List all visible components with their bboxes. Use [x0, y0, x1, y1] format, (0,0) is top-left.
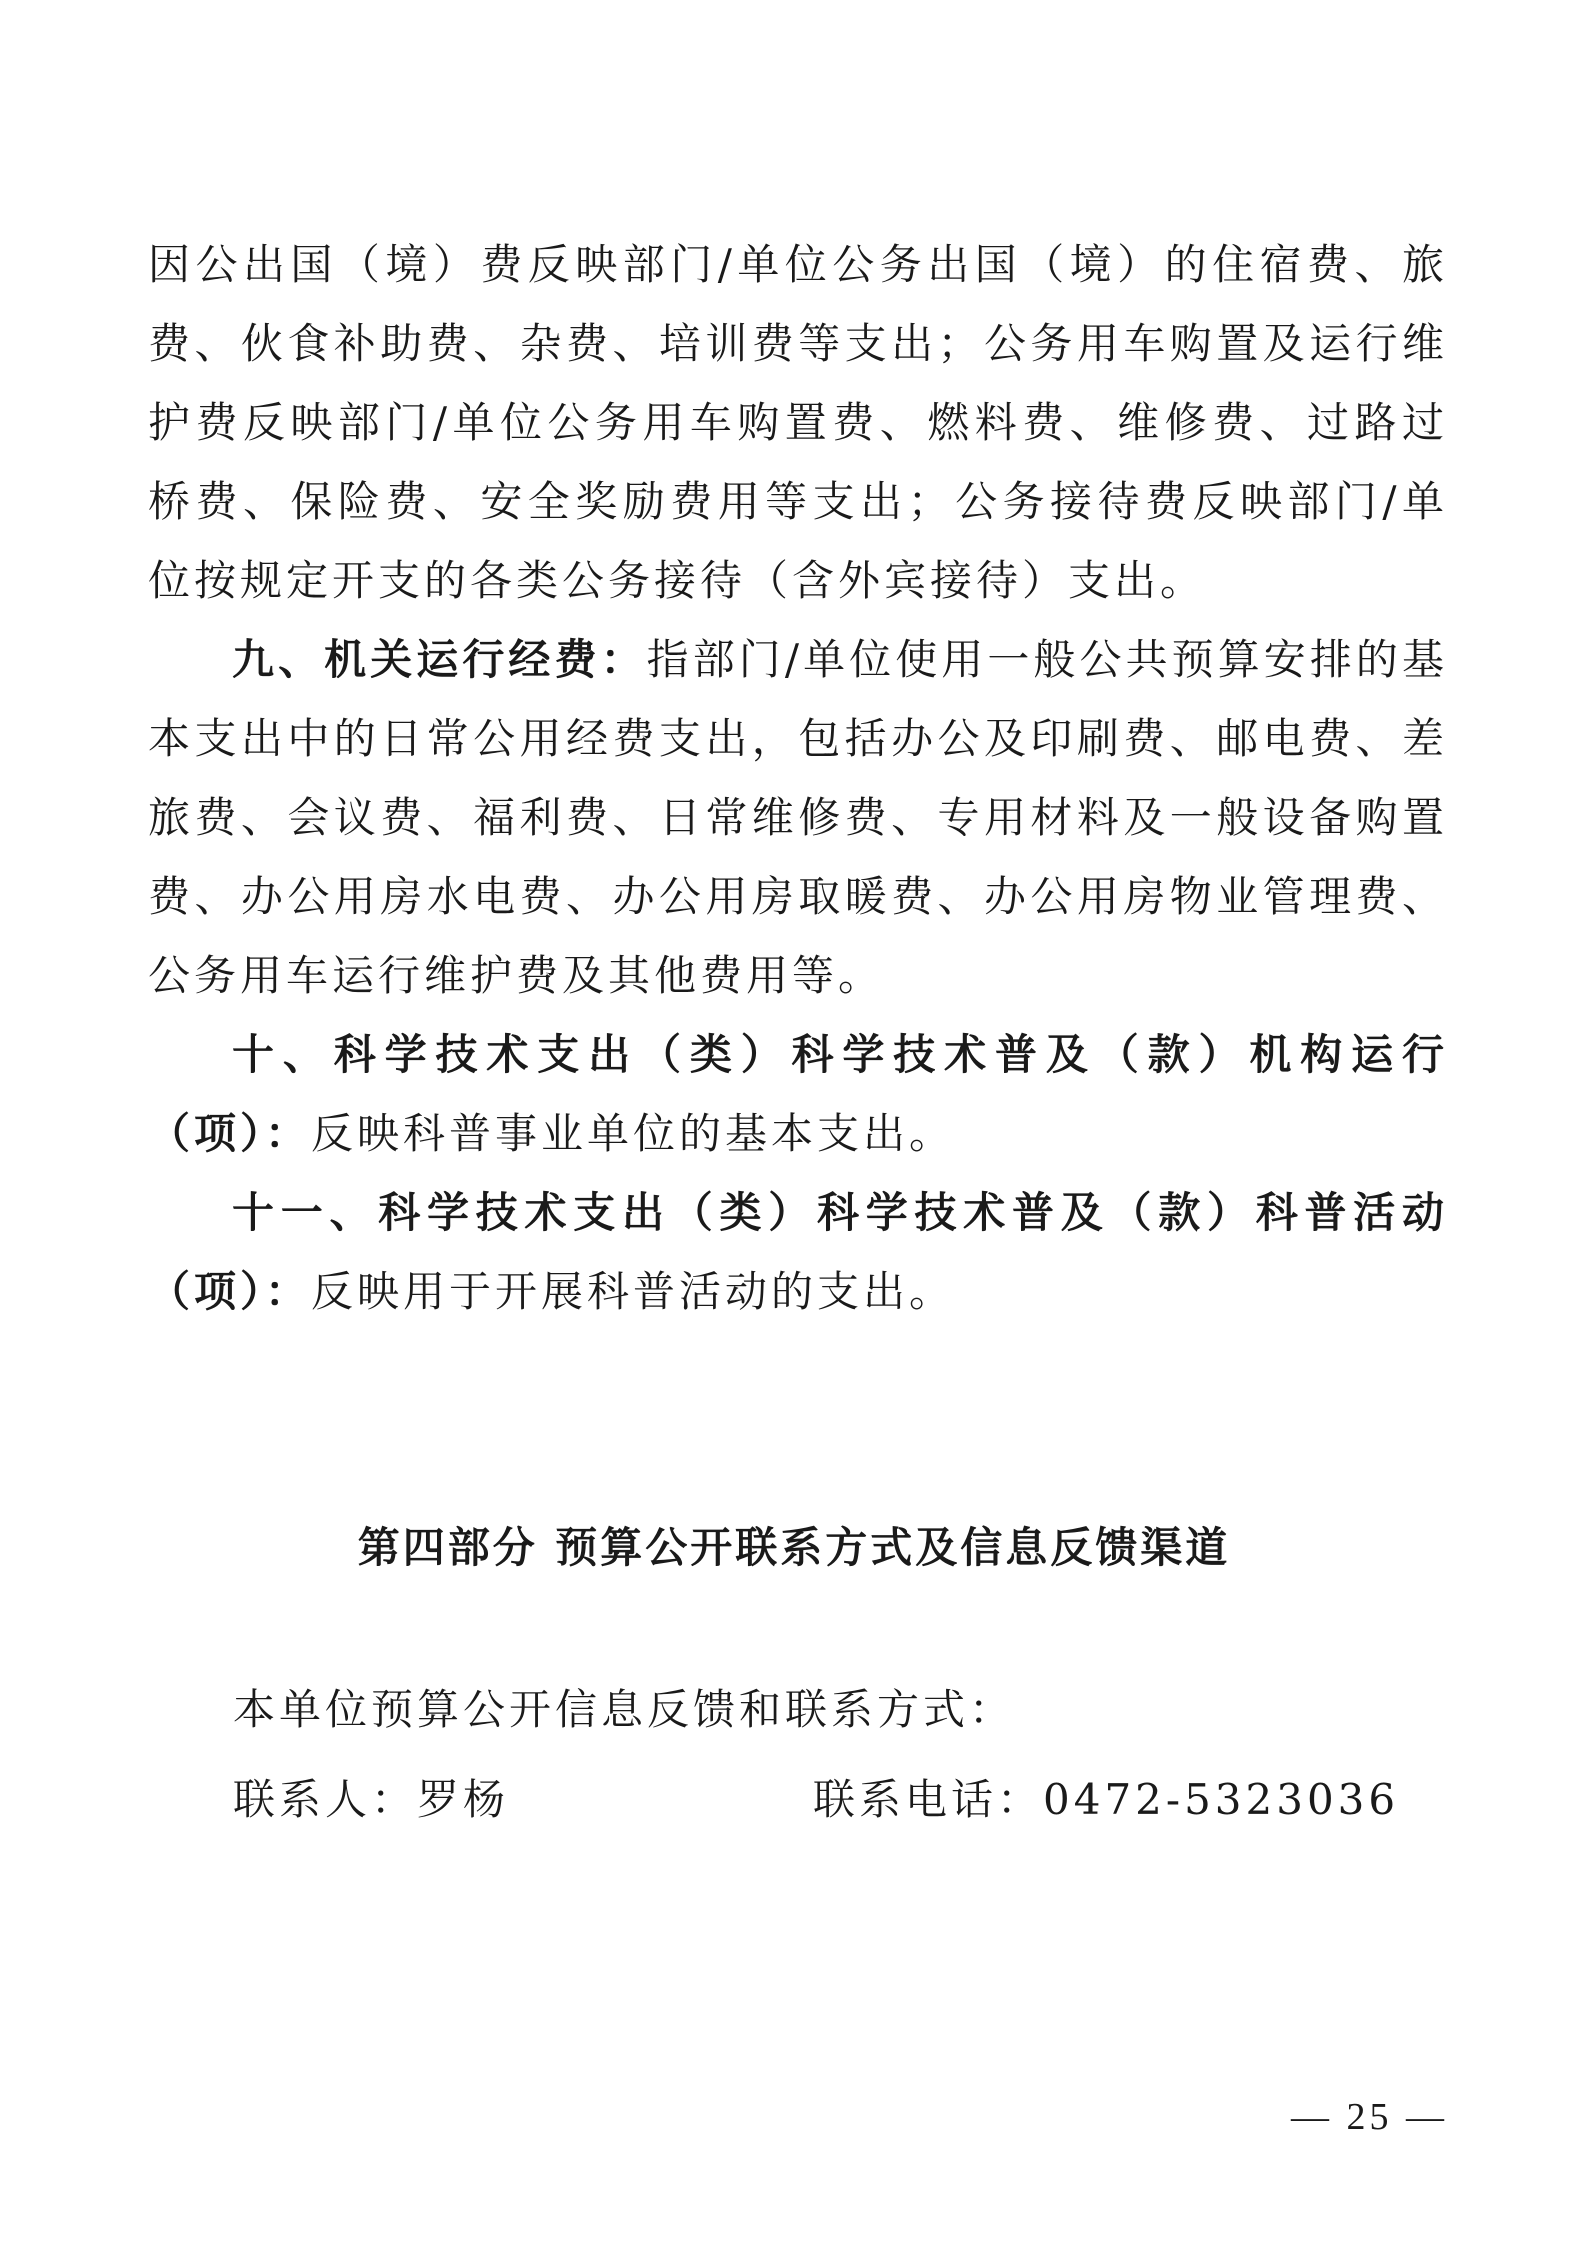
contact-row	[233, 1755, 1433, 1845]
paragraph-official-expenses: 因公出国（境）费反映部门/单位公务出国（境）的住宿费、旅费、伙食补助费、杂费、培训费等支出；公务用车购置及运行维护费反映部门/单位公务用车购置费、燃料费、维修费、过路过桥费、保险费、安全奖励费用等支出；公务接待费反映部门/单位按规定开支的各类公务接待（含外宾接待）支出。	[148, 240, 1448, 605]
paragraph-text: 反映科普事业单位的基本支出。	[311, 1109, 956, 1158]
contact-person: 联系人：罗杨	[233, 1775, 510, 1824]
paragraph-operating-funds	[148, 620, 1448, 1015]
paragraph-text: 指部门/单位使用一般公共预算安排的基本支出中的日常公用经费支出，包括办公及印刷费、邮电费、差旅费、会议费、福利费、日常维修费、专用材料及一般设备购置费、办公用房水电费、办公用房取暖费、办公用房物业管理费、公务用车运行维护费及其他费用等。	[148, 635, 1448, 1000]
contact-block	[233, 1665, 1433, 1845]
section-title: 第四部分 预算公开联系方式及信息反馈渠道	[357, 1523, 1231, 1572]
paragraph-science-institution	[148, 1015, 1448, 1173]
paragraph-heading: 九、机关运行经费：	[232, 635, 647, 684]
paragraph-text: 反映用于开展科普活动的支出。	[311, 1267, 956, 1316]
contact-phone: 联系电话：0472-5323036	[813, 1775, 1400, 1824]
document-body	[148, 225, 1448, 1331]
paragraph-heading: 十一、科学技术支出（类）科学技术普及（款）科普活动（项）：	[148, 1188, 1448, 1316]
contact-intro: 本单位预算公开信息反馈和联系方式：	[233, 1685, 1016, 1734]
paragraph-heading: 十、科学技术支出（类）科学技术普及（款）机构运行（项）：	[148, 1030, 1448, 1158]
page-number: — 25 —	[1291, 2096, 1448, 2138]
paragraph-science-activity	[148, 1173, 1448, 1331]
